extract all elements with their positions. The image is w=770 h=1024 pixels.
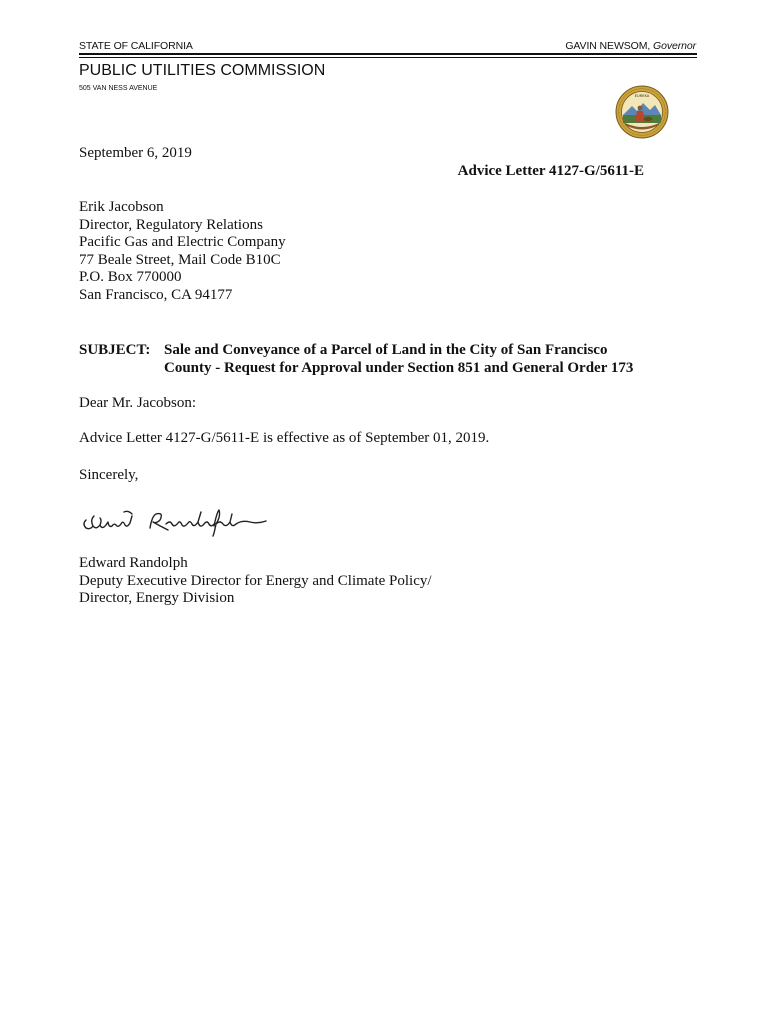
california-state-seal-icon bbox=[615, 85, 669, 139]
advice-letter-number: Advice Letter 4127-G/5611-E bbox=[457, 163, 644, 179]
governor-name: GAVIN NEWSOM, bbox=[565, 40, 651, 52]
subject-line: County - Request for Approval under Section 851 and General Order 173 bbox=[164, 360, 634, 376]
agency-address: 505 VAN NESS AVENUE bbox=[79, 85, 158, 92]
header-rule bbox=[79, 53, 697, 55]
agency-name: PUBLIC UTILITIES COMMISSION bbox=[79, 62, 326, 79]
subject-block bbox=[79, 341, 633, 377]
recipient-line: Director, Regulatory Relations bbox=[79, 216, 263, 233]
governor-label bbox=[565, 40, 696, 52]
closing: Sincerely, bbox=[79, 467, 139, 483]
subject-label: SUBJECT: bbox=[79, 342, 151, 358]
body-paragraph: Advice Letter 4127-G/5611-E is effective as of September 01, 2019. bbox=[79, 430, 490, 446]
recipient-line: Erik Jacobson bbox=[79, 199, 164, 215]
subject-line: Sale and Conveyance of a Parcel of Land in the City of San Francisco bbox=[164, 342, 608, 358]
recipient-address bbox=[79, 199, 286, 305]
svg-text:EUREKA: EUREKA bbox=[634, 94, 650, 98]
handwritten-signature bbox=[80, 506, 280, 538]
governor-title: Governor bbox=[653, 40, 696, 52]
recipient-line: San Francisco, CA 94177 bbox=[79, 286, 233, 303]
signer-block bbox=[79, 555, 432, 608]
signer-title: Deputy Executive Director for Energy and Climate Policy/ bbox=[79, 572, 432, 589]
recipient-line: Pacific Gas and Electric Company bbox=[79, 234, 286, 251]
state-label: STATE OF CALIFORNIA bbox=[79, 40, 193, 52]
recipient-line: 77 Beale Street, Mail Code B10C bbox=[79, 251, 281, 268]
signer-title: Director, Energy Division bbox=[79, 590, 235, 607]
signer-name: Edward Randolph bbox=[79, 555, 188, 571]
salutation: Dear Mr. Jacobson: bbox=[79, 395, 197, 411]
letter-date: September 6, 2019 bbox=[79, 145, 192, 161]
header-rule-thin bbox=[79, 57, 697, 58]
recipient-line: P.O. Box 770000 bbox=[79, 269, 182, 286]
